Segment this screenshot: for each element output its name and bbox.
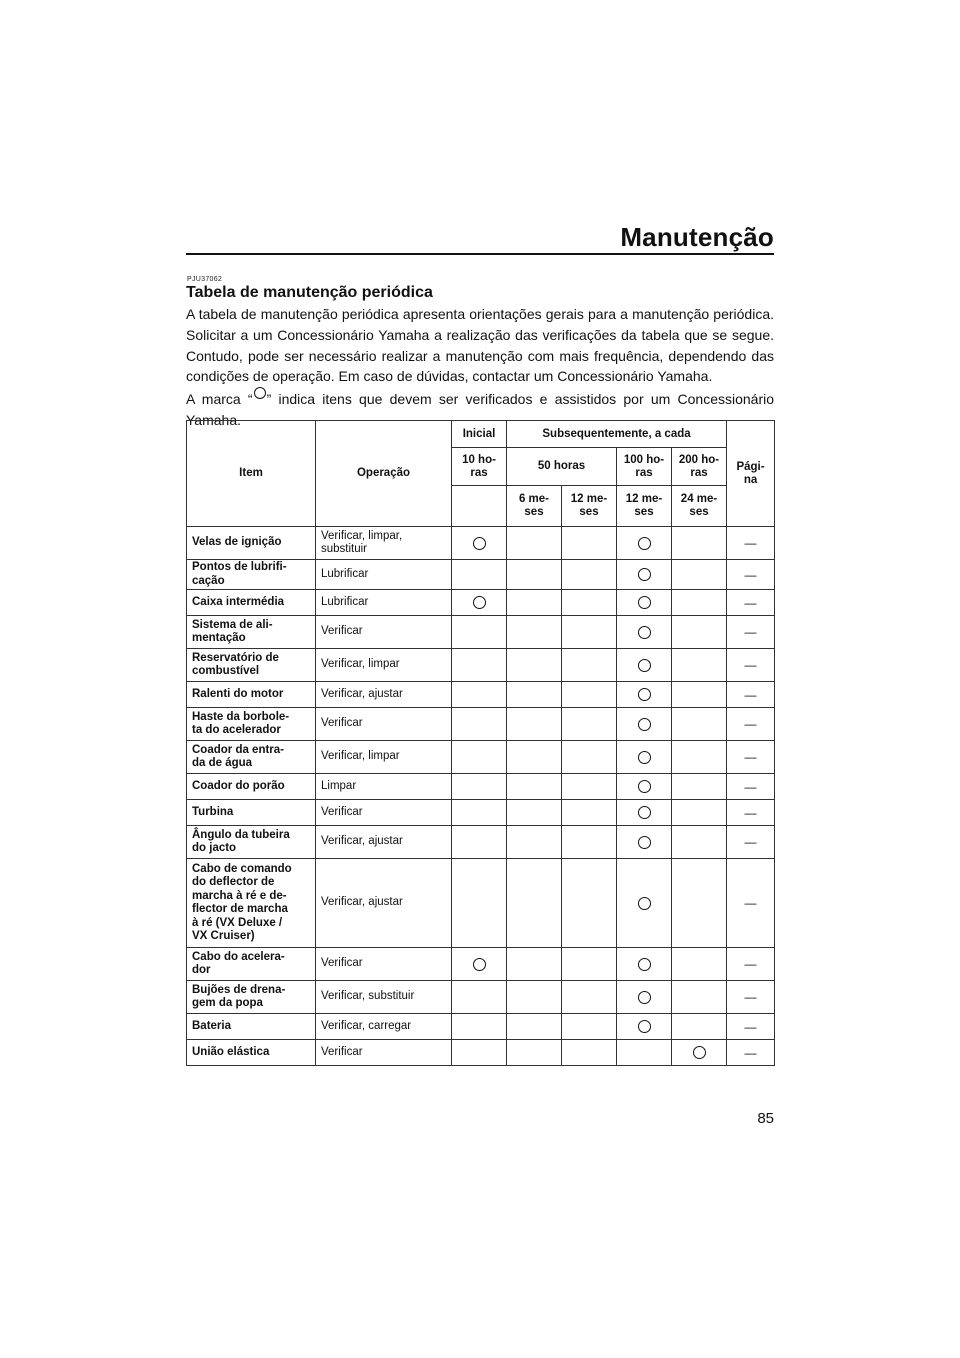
header-subsequent: Subsequentemente, a cada (507, 421, 727, 448)
row-operation: Verificar, ajustar (316, 826, 452, 859)
circle-mark-icon (638, 568, 651, 581)
row-mark-cell (507, 616, 562, 649)
section-code: PJU37062 (187, 276, 223, 283)
row-mark-cell (672, 741, 727, 774)
row-mark-cell (452, 708, 507, 741)
row-mark-cell (507, 981, 562, 1014)
header-months-6: 6 me- ses (507, 486, 562, 527)
row-item: Haste da borbole- ta do acelerador (187, 708, 316, 741)
row-mark-cell (672, 560, 727, 590)
header-hours-200: 200 ho- ras (672, 448, 727, 486)
row-mark-cell (617, 560, 672, 590)
row-page (727, 560, 775, 590)
row-item: Sistema de ali- mentação (187, 616, 316, 649)
row-page (727, 527, 775, 560)
row-mark-cell (617, 741, 672, 774)
row-page (727, 859, 775, 948)
row-operation: Lubrificar (316, 560, 452, 590)
row-item: Velas de ignição (187, 527, 316, 560)
row-operation: Verificar, limpar, substituir (316, 527, 452, 560)
table-body (187, 527, 775, 1066)
page-header-title: Manutenção (620, 222, 774, 252)
row-mark-cell (507, 859, 562, 948)
row-mark-cell (617, 616, 672, 649)
row-page (727, 590, 775, 616)
row-mark-cell (562, 682, 617, 708)
row-item: Turbina (187, 800, 316, 826)
mark-text-after: ” indica itens que devem ser verificados e assistidos por um Concessionário Yamaha. (186, 391, 775, 428)
row-page-value: — (744, 658, 757, 672)
circle-mark-icon (638, 958, 651, 971)
circle-mark-icon (473, 596, 486, 609)
row-page-value: — (744, 750, 757, 764)
header-hours-50: 50 horas (507, 448, 617, 486)
row-mark-cell (562, 948, 617, 981)
row-page (727, 774, 775, 800)
row-mark-cell (507, 948, 562, 981)
row-mark-cell (617, 800, 672, 826)
row-operation: Verificar, carregar (316, 1014, 452, 1040)
row-mark-cell (672, 800, 727, 826)
row-page (727, 948, 775, 981)
row-mark-cell (562, 590, 617, 616)
row-mark-cell (507, 1014, 562, 1040)
row-mark-cell (452, 859, 507, 948)
header-initial: Inicial (452, 421, 507, 448)
table-row (187, 649, 775, 682)
row-page-value: — (744, 717, 757, 731)
row-mark-cell (672, 682, 727, 708)
header-page: Pági- na (727, 421, 775, 527)
table-row (187, 527, 775, 560)
row-mark-cell (507, 826, 562, 859)
row-item: Cabo de comando do deflector de marcha à ré e de- flector de marcha à ré (VX Deluxe / VX Cruiser) (187, 859, 316, 948)
circle-mark-icon (638, 596, 651, 609)
row-mark-cell (617, 527, 672, 560)
row-page (727, 826, 775, 859)
table-row (187, 616, 775, 649)
row-mark-cell (672, 948, 727, 981)
row-page-value: — (744, 896, 757, 910)
row-mark-cell (672, 527, 727, 560)
header-blank (452, 486, 507, 527)
row-mark-cell (562, 527, 617, 560)
header-months-12b: 12 me- ses (617, 486, 672, 527)
header-item: Item (187, 421, 316, 527)
header-months-24: 24 me- ses (672, 486, 727, 527)
row-page-value: — (744, 595, 757, 610)
row-mark-cell (452, 1014, 507, 1040)
row-operation: Verificar (316, 1040, 452, 1066)
row-mark-cell (507, 774, 562, 800)
row-mark-cell (562, 826, 617, 859)
intro-paragraph: A tabela de manutenção periódica apresenta orientações gerais para a manutenção periódica. Solicitar a um Concessionário Yamaha a realização das verificações da tabela que se segue. Contudo, pode ser necessário realizar a manutenção com mais frequência, dependendo das condições de operação. Em caso de dúvidas, contactar um Concessionário Yamaha. (186, 306, 774, 385)
row-page (727, 708, 775, 741)
header-hours-100: 100 ho- ras (617, 448, 672, 486)
row-mark-cell (452, 590, 507, 616)
header-operation: Operação (316, 421, 452, 527)
table-row (187, 800, 775, 826)
row-mark-cell (452, 682, 507, 708)
row-mark-cell (507, 560, 562, 590)
circle-mark-icon (638, 897, 651, 910)
row-mark-cell (617, 708, 672, 741)
circle-mark-icon (254, 387, 266, 399)
row-operation: Verificar (316, 948, 452, 981)
row-page-value: — (744, 805, 757, 820)
row-mark-cell (617, 590, 672, 616)
row-mark-cell (562, 1040, 617, 1066)
row-mark-cell (452, 1040, 507, 1066)
row-operation: Verificar, limpar (316, 741, 452, 774)
row-mark-cell (562, 774, 617, 800)
circle-mark-icon (638, 626, 651, 639)
row-mark-cell (617, 774, 672, 800)
row-page (727, 1040, 775, 1066)
row-mark-cell (452, 527, 507, 560)
row-operation: Verificar, ajustar (316, 682, 452, 708)
row-page-value: — (744, 1045, 757, 1060)
table-row (187, 1040, 775, 1066)
row-page (727, 616, 775, 649)
row-page-value: — (744, 835, 757, 849)
row-mark-cell (672, 616, 727, 649)
table-row (187, 859, 775, 948)
row-page (727, 649, 775, 682)
table-row (187, 682, 775, 708)
row-mark-cell (562, 741, 617, 774)
row-item: Ângulo da tubeira do jacto (187, 826, 316, 859)
row-mark-cell (452, 826, 507, 859)
header-months-12a: 12 me- ses (562, 486, 617, 527)
row-mark-cell (562, 560, 617, 590)
row-mark-cell (672, 590, 727, 616)
row-mark-cell (452, 741, 507, 774)
row-mark-cell (562, 616, 617, 649)
row-mark-cell (507, 649, 562, 682)
page-number: 85 (757, 1110, 774, 1127)
table-row (187, 741, 775, 774)
row-mark-cell (507, 590, 562, 616)
row-mark-cell (452, 800, 507, 826)
table-row (187, 1014, 775, 1040)
row-page-value: — (744, 779, 757, 794)
row-mark-cell (507, 741, 562, 774)
row-operation: Verificar, limpar (316, 649, 452, 682)
row-mark-cell (562, 708, 617, 741)
row-operation: Verificar, ajustar (316, 859, 452, 948)
row-operation: Verificar (316, 616, 452, 649)
row-mark-cell (562, 1014, 617, 1040)
row-mark-cell (617, 948, 672, 981)
row-mark-cell (617, 826, 672, 859)
circle-mark-icon (473, 958, 486, 971)
row-page (727, 800, 775, 826)
row-mark-cell (507, 800, 562, 826)
row-mark-cell (562, 800, 617, 826)
row-page (727, 981, 775, 1014)
circle-mark-icon (473, 537, 486, 550)
row-item: Coador do porão (187, 774, 316, 800)
row-mark-cell (507, 1040, 562, 1066)
row-item: Bujões de drena- gem da popa (187, 981, 316, 1014)
row-item: Ralenti do motor (187, 682, 316, 708)
row-operation: Verificar (316, 800, 452, 826)
circle-mark-icon (693, 1046, 706, 1059)
row-item: Bateria (187, 1014, 316, 1040)
circle-mark-icon (638, 836, 651, 849)
row-operation: Limpar (316, 774, 452, 800)
circle-mark-icon (638, 780, 651, 793)
table-row (187, 981, 775, 1014)
circle-mark-icon (638, 718, 651, 731)
maintenance-table (186, 420, 775, 1066)
row-mark-cell (507, 527, 562, 560)
circle-mark-icon (638, 1020, 651, 1033)
row-operation: Verificar (316, 708, 452, 741)
row-page-value: — (744, 536, 757, 550)
row-mark-cell (452, 948, 507, 981)
table-row (187, 708, 775, 741)
row-mark-cell (617, 1014, 672, 1040)
intro-text (186, 304, 774, 431)
row-mark-cell (452, 774, 507, 800)
table-row (187, 826, 775, 859)
row-mark-cell (672, 1040, 727, 1066)
row-mark-cell (617, 649, 672, 682)
row-item: Pontos de lubrifi- cação (187, 560, 316, 590)
section-title: Tabela de manutenção periódica (186, 284, 433, 301)
table-row (187, 948, 775, 981)
row-page (727, 1014, 775, 1040)
row-mark-cell (617, 1040, 672, 1066)
row-operation: Lubrificar (316, 590, 452, 616)
table-row (187, 774, 775, 800)
circle-mark-icon (638, 751, 651, 764)
circle-mark-icon (638, 991, 651, 1004)
row-item: Coador da entra- da de água (187, 741, 316, 774)
row-mark-cell (672, 649, 727, 682)
row-mark-cell (507, 708, 562, 741)
row-page (727, 741, 775, 774)
row-mark-cell (617, 682, 672, 708)
row-mark-cell (672, 981, 727, 1014)
row-page (727, 682, 775, 708)
row-item: Caixa intermédia (187, 590, 316, 616)
row-mark-cell (452, 616, 507, 649)
row-mark-cell (507, 682, 562, 708)
row-page-value: — (744, 567, 757, 582)
row-mark-cell (617, 981, 672, 1014)
row-mark-cell (562, 981, 617, 1014)
row-mark-cell (672, 774, 727, 800)
row-operation: Verificar, substituir (316, 981, 452, 1014)
circle-mark-icon (638, 688, 651, 701)
row-page-value: — (744, 957, 757, 971)
row-page-value: — (744, 990, 757, 1004)
table-row (187, 590, 775, 616)
header-hours-10: 10 ho- ras (452, 448, 507, 486)
row-item: Reservatório de combustível (187, 649, 316, 682)
table-row (187, 560, 775, 590)
circle-mark-icon (638, 806, 651, 819)
row-mark-cell (562, 649, 617, 682)
row-mark-cell (672, 708, 727, 741)
row-mark-cell (672, 1014, 727, 1040)
row-mark-cell (617, 859, 672, 948)
circle-mark-icon (638, 659, 651, 672)
circle-mark-icon (638, 537, 651, 550)
mark-text-before: A marca “ (186, 391, 253, 408)
row-item: União elástica (187, 1040, 316, 1066)
row-mark-cell (452, 560, 507, 590)
row-page-value: — (744, 625, 757, 639)
row-page-value: — (744, 1019, 757, 1034)
row-mark-cell (672, 826, 727, 859)
row-item: Cabo do acelera- dor (187, 948, 316, 981)
row-mark-cell (452, 981, 507, 1014)
row-mark-cell (562, 859, 617, 948)
row-mark-cell (452, 649, 507, 682)
header-rule (186, 253, 774, 255)
row-page-value: — (744, 687, 757, 702)
row-mark-cell (672, 859, 727, 948)
